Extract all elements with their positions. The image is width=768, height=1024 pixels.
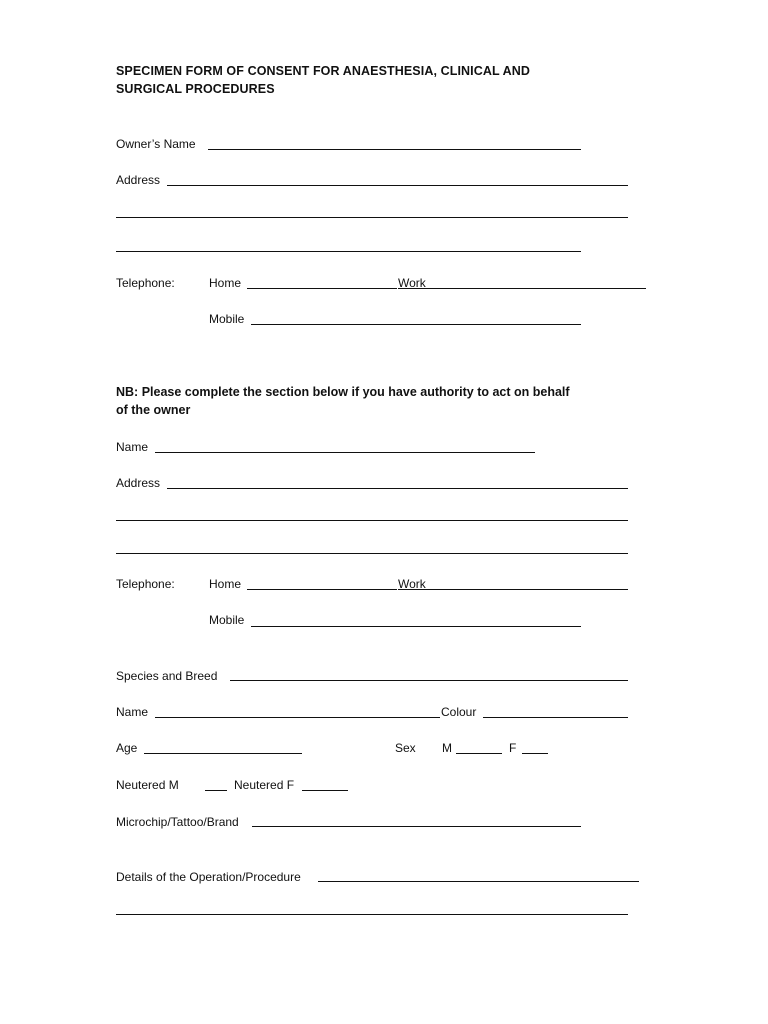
microchip-field[interactable]: [252, 826, 581, 827]
agent-name-label: Name: [116, 440, 149, 454]
agent-mobile-label: Mobile: [209, 613, 245, 627]
agent-work-phone-field[interactable]: [398, 589, 628, 590]
species-breed-field[interactable]: [230, 680, 628, 681]
sex-female-field[interactable]: [522, 753, 548, 754]
owner-address-label: Address: [116, 173, 161, 187]
agent-address-field-line-3[interactable]: [116, 553, 628, 554]
owner-address-field-line-3[interactable]: [116, 251, 581, 252]
owner-mobile-label: Mobile: [209, 312, 245, 326]
agent-home-phone-field[interactable]: [247, 589, 397, 590]
sex-female-label: F: [509, 741, 517, 755]
agent-work-label: Work: [398, 577, 426, 591]
sex-label: Sex: [395, 741, 416, 755]
age-label: Age: [116, 741, 138, 755]
agent-telephone-label: Telephone:: [116, 577, 175, 591]
age-field[interactable]: [144, 753, 302, 754]
owner-work-label: Work: [398, 276, 426, 290]
neutered-female-label: Neutered F: [234, 778, 295, 792]
owner-home-phone-field[interactable]: [247, 288, 397, 289]
agent-name-field[interactable]: [155, 452, 535, 453]
neutered-female-field[interactable]: [302, 790, 348, 791]
agent-mobile-field[interactable]: [251, 626, 581, 627]
authority-notice-line-2: of the owner: [116, 403, 191, 417]
form-title-line-2: SURGICAL PROCEDURES: [116, 82, 275, 96]
agent-address-label: Address: [116, 476, 161, 490]
owner-mobile-field[interactable]: [251, 324, 581, 325]
owner-address-field-line-1[interactable]: [167, 185, 628, 186]
animal-name-field[interactable]: [155, 717, 440, 718]
procedure-details-field-line-2[interactable]: [116, 914, 628, 915]
authority-notice: [116, 383, 656, 419]
owner-name-label: Owner’s Name: [116, 137, 196, 151]
owner-work-phone-field[interactable]: [398, 288, 646, 289]
form-title: [116, 62, 636, 98]
authority-notice-line-1: NB: Please complete the section below if you have authority to act on behalf: [116, 385, 570, 399]
sex-male-field[interactable]: [456, 753, 502, 754]
animal-name-label: Name: [116, 705, 149, 719]
procedure-details-field-line-1[interactable]: [318, 881, 639, 882]
owner-name-field[interactable]: [208, 149, 581, 150]
sex-male-label: M: [442, 741, 452, 755]
owner-address-field-line-2[interactable]: [116, 217, 628, 218]
species-breed-label: Species and Breed: [116, 669, 218, 683]
agent-address-field-line-1[interactable]: [167, 488, 628, 489]
neutered-male-field[interactable]: [205, 790, 227, 791]
agent-home-label: Home: [209, 577, 242, 591]
agent-address-field-line-2[interactable]: [116, 520, 628, 521]
owner-home-label: Home: [209, 276, 242, 290]
colour-label: Colour: [441, 705, 477, 719]
colour-field[interactable]: [483, 717, 628, 718]
microchip-label: Microchip/Tattoo/Brand: [116, 815, 239, 829]
procedure-details-label: Details of the Operation/Procedure: [116, 870, 301, 884]
neutered-male-label: Neutered M: [116, 778, 179, 792]
form-title-line-1: SPECIMEN FORM OF CONSENT FOR ANAESTHESIA, CLINICAL AND: [116, 64, 530, 78]
owner-telephone-label: Telephone:: [116, 276, 175, 290]
